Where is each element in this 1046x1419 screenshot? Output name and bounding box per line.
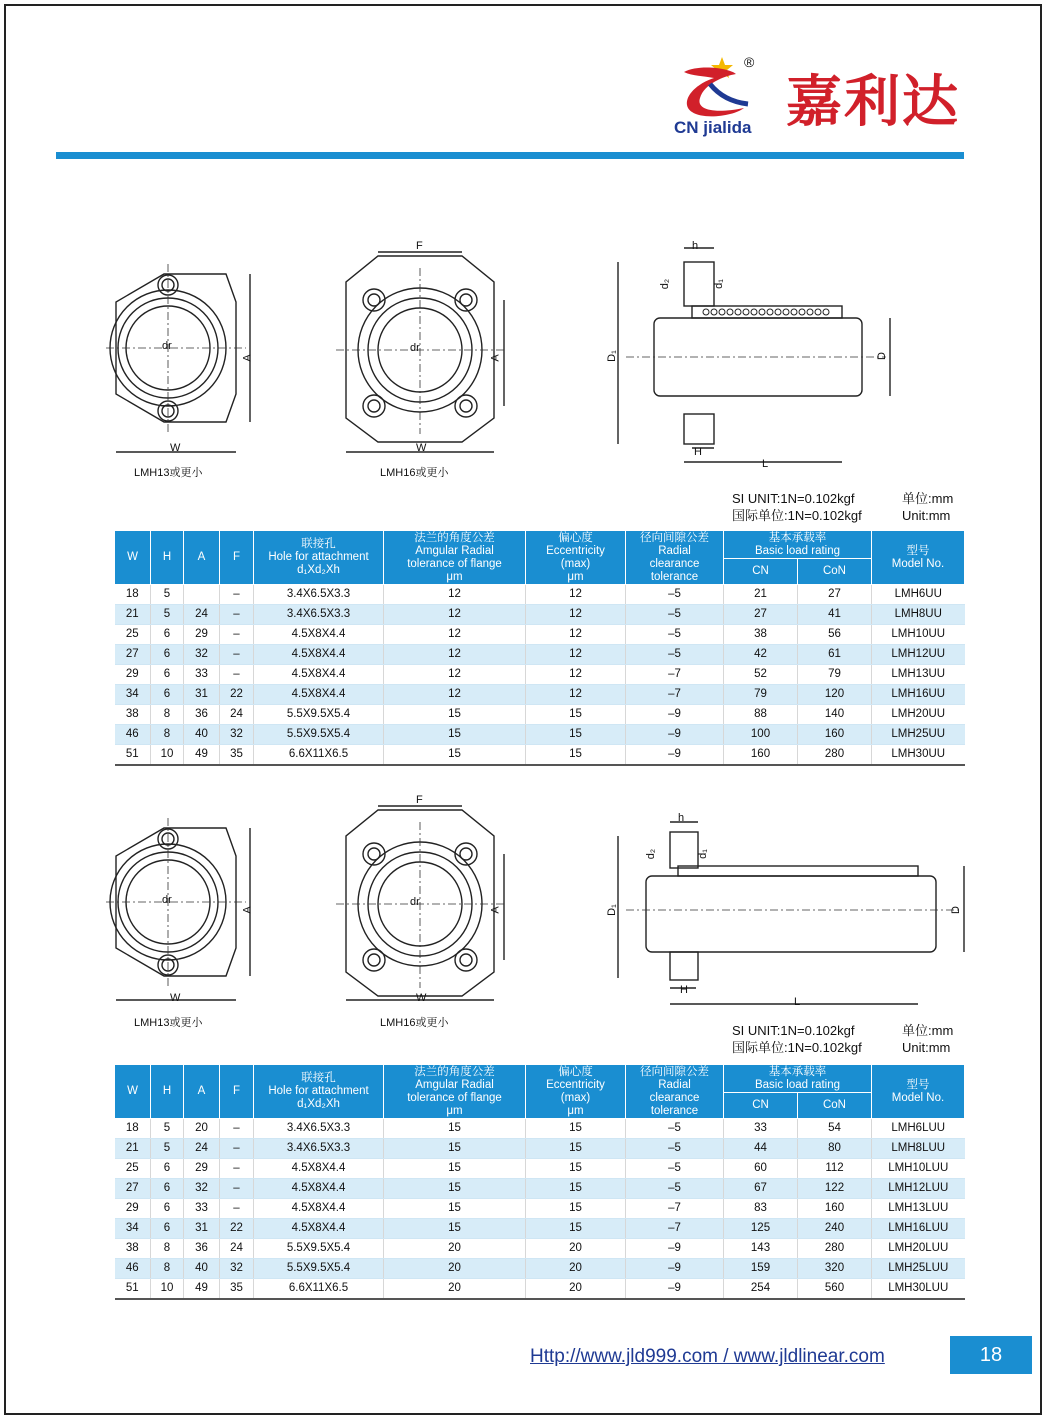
table-cell: LMH6UU bbox=[872, 585, 965, 605]
table-cell: 27 bbox=[798, 585, 872, 605]
table-cell: 5.5X9.5X5.4 bbox=[254, 1259, 384, 1279]
page-number: 18 bbox=[950, 1336, 1032, 1374]
th-H: H bbox=[151, 531, 184, 585]
table-cell: 6 bbox=[151, 1219, 184, 1239]
table-cell: 4.5X8X4.4 bbox=[254, 645, 384, 665]
table-cell: 33 bbox=[184, 665, 220, 685]
table-cell: –9 bbox=[626, 725, 724, 745]
table-cell: 15 bbox=[384, 1179, 526, 1199]
table-cell: LMH6LUU bbox=[872, 1119, 965, 1139]
table-cell: 21 bbox=[115, 605, 151, 625]
table-cell: 15 bbox=[384, 1139, 526, 1159]
table-cell: –9 bbox=[626, 1259, 724, 1279]
table-cell: LMH16UU bbox=[872, 685, 965, 705]
th-con: CoN bbox=[798, 559, 872, 585]
table-cell: 6 bbox=[151, 685, 184, 705]
table-cell: – bbox=[220, 665, 254, 685]
table-row bbox=[115, 645, 965, 665]
table-cell: – bbox=[220, 1139, 254, 1159]
table-cell: 29 bbox=[115, 665, 151, 685]
table-cell: 4.5X8X4.4 bbox=[254, 665, 384, 685]
table-cell: – bbox=[220, 645, 254, 665]
unit-si-cn-2: 单位:mm bbox=[902, 1023, 954, 1038]
table-cell: 38 bbox=[115, 705, 151, 725]
th-H-2: H bbox=[151, 1065, 184, 1119]
table-row bbox=[115, 725, 965, 745]
table-cell: – bbox=[220, 1199, 254, 1219]
table-cell: 83 bbox=[724, 1199, 798, 1219]
table-cell: – bbox=[220, 625, 254, 645]
table-cell: 5 bbox=[151, 605, 184, 625]
table-cell: 6 bbox=[151, 1179, 184, 1199]
table-cell: 240 bbox=[798, 1219, 872, 1239]
table-row bbox=[115, 1179, 965, 1199]
table-cell: 12 bbox=[526, 665, 626, 685]
table-cell: 15 bbox=[526, 745, 626, 766]
table-cell: 6 bbox=[151, 665, 184, 685]
registered-mark: ® bbox=[744, 54, 755, 70]
table-cell: 56 bbox=[798, 625, 872, 645]
table-cell: 21 bbox=[115, 1139, 151, 1159]
table-cell: LMH13LUU bbox=[872, 1199, 965, 1219]
drawing-set-luu bbox=[6, 792, 1042, 1042]
table-cell: 51 bbox=[115, 1279, 151, 1300]
unit-intl-en-2: Unit:mm bbox=[902, 1040, 951, 1055]
table-cell: 6 bbox=[151, 1159, 184, 1179]
table-cell: 3.4X6.5X3.3 bbox=[254, 605, 384, 625]
dim-L: L bbox=[762, 458, 769, 470]
dim-h-l: h bbox=[678, 812, 685, 824]
table-cell: 4.5X8X4.4 bbox=[254, 1159, 384, 1179]
table-cell: LMH30UU bbox=[872, 745, 965, 766]
table-cell: 24 bbox=[184, 1139, 220, 1159]
caption-lmh16: LMH16或更小 bbox=[380, 467, 449, 479]
table-cell: 41 bbox=[798, 605, 872, 625]
table-cell: 12 bbox=[384, 625, 526, 645]
brand-name-en: CN jialida bbox=[674, 118, 752, 137]
table-cell: 20 bbox=[526, 1259, 626, 1279]
unit-note-1 bbox=[732, 490, 953, 524]
table-cell: 44 bbox=[724, 1139, 798, 1159]
th-A: A bbox=[184, 531, 220, 585]
table-cell: 32 bbox=[220, 725, 254, 745]
dim-dr: dr bbox=[162, 340, 172, 352]
catalog-page bbox=[4, 4, 1042, 1415]
table-cell: LMH16LUU bbox=[872, 1219, 965, 1239]
th-con-2: CoN bbox=[798, 1093, 872, 1119]
dim-D1-l: D₁ bbox=[605, 904, 618, 916]
table-cell: 34 bbox=[115, 1219, 151, 1239]
table-cell: 22 bbox=[220, 1219, 254, 1239]
table-cell: 15 bbox=[526, 1219, 626, 1239]
dim-A-4hole: A bbox=[489, 354, 502, 362]
dim-d1-l: d₁ bbox=[696, 849, 709, 859]
table-row bbox=[115, 1219, 965, 1239]
table-cell: 6.6X11X6.5 bbox=[254, 745, 384, 766]
table-cell: 33 bbox=[724, 1119, 798, 1139]
table-cell: 54 bbox=[798, 1119, 872, 1139]
dim-d1: d₁ bbox=[712, 279, 725, 289]
table-row bbox=[115, 705, 965, 725]
table-cell: 36 bbox=[184, 705, 220, 725]
table-cell: 33 bbox=[184, 1199, 220, 1219]
table-row bbox=[115, 1139, 965, 1159]
table-cell: 280 bbox=[798, 1239, 872, 1259]
th-F: F bbox=[220, 531, 254, 585]
table-cell: LMH8LUU bbox=[872, 1139, 965, 1159]
table-cell: – bbox=[220, 1119, 254, 1139]
table-cell: 60 bbox=[724, 1159, 798, 1179]
table-cell: 36 bbox=[184, 1239, 220, 1259]
table-cell: 12 bbox=[526, 585, 626, 605]
dim-D-l: D bbox=[949, 906, 962, 914]
table-cell: 100 bbox=[724, 725, 798, 745]
th-F-2: F bbox=[220, 1065, 254, 1119]
th-W: W bbox=[115, 531, 151, 585]
table-cell: 25 bbox=[115, 625, 151, 645]
table-cell: 24 bbox=[220, 1239, 254, 1259]
table-cell: 88 bbox=[724, 705, 798, 725]
table-cell: 61 bbox=[798, 645, 872, 665]
dim-F-l: F bbox=[416, 794, 423, 806]
table-cell: 21 bbox=[724, 585, 798, 605]
th-eccentricity-2: 偏心度 Eccentricity (max) μm bbox=[526, 1065, 626, 1119]
table-cell: 15 bbox=[526, 725, 626, 745]
dim-L-l: L bbox=[794, 996, 801, 1008]
th-flange-2: 法兰的角度公差 Amgular Radial tolerance of flange μm bbox=[384, 1065, 526, 1119]
logo-mark-icon bbox=[674, 54, 784, 124]
table-cell: 15 bbox=[384, 725, 526, 745]
table-cell: 15 bbox=[384, 705, 526, 725]
dim-F: F bbox=[416, 240, 423, 252]
table-cell: 32 bbox=[220, 1259, 254, 1279]
table-cell: 12 bbox=[526, 645, 626, 665]
table-cell: 24 bbox=[184, 605, 220, 625]
table-row bbox=[115, 625, 965, 645]
table-row bbox=[115, 685, 965, 705]
th-W-2: W bbox=[115, 1065, 151, 1119]
table-cell: 254 bbox=[724, 1279, 798, 1300]
table-cell: 15 bbox=[526, 705, 626, 725]
table-cell: 8 bbox=[151, 1239, 184, 1259]
table-cell: 12 bbox=[526, 685, 626, 705]
table-cell: LMH25LUU bbox=[872, 1259, 965, 1279]
table-cell: 27 bbox=[724, 605, 798, 625]
table-cell: 29 bbox=[115, 1199, 151, 1219]
table-cell: 5.5X9.5X5.4 bbox=[254, 725, 384, 745]
table-cell: 15 bbox=[526, 1159, 626, 1179]
table-cell: 18 bbox=[115, 1119, 151, 1139]
table-cell: LMH12LUU bbox=[872, 1179, 965, 1199]
table-cell: 20 bbox=[526, 1239, 626, 1259]
table-cell: – bbox=[220, 585, 254, 605]
table-cell: 31 bbox=[184, 685, 220, 705]
table-cell: –5 bbox=[626, 645, 724, 665]
table-cell: 49 bbox=[184, 745, 220, 766]
brand-name-cn: 嘉利达 bbox=[786, 69, 960, 135]
table-cell: 51 bbox=[115, 745, 151, 766]
table-cell: 80 bbox=[798, 1139, 872, 1159]
table-cell: LMH8UU bbox=[872, 605, 965, 625]
table-cell: 15 bbox=[526, 1119, 626, 1139]
table-cell: 31 bbox=[184, 1219, 220, 1239]
table-cell: 560 bbox=[798, 1279, 872, 1300]
dim-W-l: W bbox=[170, 992, 181, 1004]
th-load-2: 基本承载率 Basic load rating bbox=[724, 1065, 872, 1093]
table-cell: 24 bbox=[220, 705, 254, 725]
table-cell: 15 bbox=[384, 1159, 526, 1179]
dim-A-4hole-l: A bbox=[489, 906, 502, 914]
dim-h: h bbox=[692, 240, 699, 252]
unit-note-2 bbox=[732, 1022, 953, 1056]
unit-si-cn: 单位:mm bbox=[902, 491, 954, 506]
table-cell: LMH25UU bbox=[872, 725, 965, 745]
table-cell: –7 bbox=[626, 665, 724, 685]
dim-D: D bbox=[875, 352, 888, 360]
table-row bbox=[115, 585, 965, 605]
dim-d2: d₂ bbox=[659, 278, 672, 290]
table-cell: 18 bbox=[115, 585, 151, 605]
table-cell: –5 bbox=[626, 585, 724, 605]
table-cell: 52 bbox=[724, 665, 798, 685]
header-rule bbox=[56, 152, 964, 159]
table-cell: 12 bbox=[384, 665, 526, 685]
dim-W-4hole-l: W bbox=[416, 992, 427, 1004]
table-cell bbox=[184, 585, 220, 605]
th-model-2: 型号 Model No. bbox=[872, 1065, 965, 1119]
table-cell: –7 bbox=[626, 1199, 724, 1219]
table-cell: 32 bbox=[184, 645, 220, 665]
table-cell: –5 bbox=[626, 1179, 724, 1199]
table-cell: 125 bbox=[724, 1219, 798, 1239]
table-cell: 4.5X8X4.4 bbox=[254, 685, 384, 705]
th-hole-2: 联接孔 Hole for attachment d₁Xd₂Xh bbox=[254, 1065, 384, 1119]
table-cell: 40 bbox=[184, 725, 220, 745]
table-row bbox=[115, 605, 965, 625]
table-cell: 12 bbox=[384, 585, 526, 605]
table-cell: 49 bbox=[184, 1279, 220, 1300]
table-cell: 27 bbox=[115, 1179, 151, 1199]
dim-d2-l: d₂ bbox=[645, 848, 658, 860]
table-cell: –9 bbox=[626, 1239, 724, 1259]
table-cell: 27 bbox=[115, 645, 151, 665]
table-row bbox=[115, 1279, 965, 1300]
flange-section-bottom bbox=[684, 414, 714, 444]
dim-dr-l: dr bbox=[162, 894, 172, 906]
table-cell: 5.5X9.5X5.4 bbox=[254, 1239, 384, 1259]
table-row bbox=[115, 1199, 965, 1219]
table-cell: 79 bbox=[798, 665, 872, 685]
table-cell: 12 bbox=[526, 625, 626, 645]
table-cell: –5 bbox=[626, 1139, 724, 1159]
table-cell: –7 bbox=[626, 1219, 724, 1239]
table-row bbox=[115, 745, 965, 766]
table-cell: 8 bbox=[151, 725, 184, 745]
table-row bbox=[115, 1159, 965, 1179]
dim-dr-4hole-l: dr bbox=[410, 896, 420, 908]
table-cell: 12 bbox=[384, 685, 526, 705]
unit-intl-en: Unit:mm bbox=[902, 508, 951, 523]
table-cell: 46 bbox=[115, 1259, 151, 1279]
table-cell: 10 bbox=[151, 1279, 184, 1300]
table-cell: LMH10LUU bbox=[872, 1159, 965, 1179]
technical-drawing-uu bbox=[6, 238, 1042, 488]
table-cell: 143 bbox=[724, 1239, 798, 1259]
table-cell: 22 bbox=[220, 685, 254, 705]
table-cell: 160 bbox=[798, 725, 872, 745]
table-cell: –9 bbox=[626, 745, 724, 766]
dim-dr-4hole: dr bbox=[410, 342, 420, 354]
table-cell: 160 bbox=[798, 1199, 872, 1219]
table-cell: 6 bbox=[151, 1199, 184, 1219]
dim-H: H bbox=[694, 446, 702, 458]
spec-table-luu bbox=[114, 1064, 965, 1300]
flange-section-top bbox=[684, 262, 714, 306]
table-cell: 8 bbox=[151, 705, 184, 725]
table-cell: 15 bbox=[384, 1119, 526, 1139]
table-cell: LMH12UU bbox=[872, 645, 965, 665]
table-cell: 112 bbox=[798, 1159, 872, 1179]
table-cell: 3.4X6.5X3.3 bbox=[254, 1119, 384, 1139]
caption-lmh13-l: LMH13或更小 bbox=[134, 1017, 203, 1029]
table-cell: 320 bbox=[798, 1259, 872, 1279]
table-cell: –7 bbox=[626, 685, 724, 705]
table-cell: 5 bbox=[151, 1119, 184, 1139]
table-cell: 29 bbox=[184, 625, 220, 645]
table-cell: LMH20UU bbox=[872, 705, 965, 725]
table-cell: 40 bbox=[184, 1259, 220, 1279]
brand-logo bbox=[674, 54, 974, 144]
th-radial: 径向间隙公差 Radial clearance tolerance bbox=[626, 531, 724, 585]
table-cell: 15 bbox=[526, 1139, 626, 1159]
unit-intl-2: 国际单位:1N=0.102kgf bbox=[732, 1040, 862, 1055]
table-cell: 280 bbox=[798, 745, 872, 766]
table-cell: 38 bbox=[724, 625, 798, 645]
drawing-set-uu bbox=[6, 238, 1042, 488]
dim-A: A bbox=[241, 354, 254, 362]
caption-lmh13: LMH13或更小 bbox=[134, 467, 203, 479]
table-row bbox=[115, 1259, 965, 1279]
table-cell: 38 bbox=[115, 1239, 151, 1259]
th-hole: 联接孔 Hole for attachment d₁Xd₂Xh bbox=[254, 531, 384, 585]
table-cell: 15 bbox=[384, 1199, 526, 1219]
table-cell: 20 bbox=[184, 1119, 220, 1139]
table-cell: 10 bbox=[151, 745, 184, 766]
table-cell: 25 bbox=[115, 1159, 151, 1179]
unit-si: SI UNIT:1N=0.102kgf bbox=[732, 491, 855, 506]
table-cell: LMH13UU bbox=[872, 665, 965, 685]
table-cell: –5 bbox=[626, 605, 724, 625]
th-radial-2: 径向间隙公差 Radial clearance tolerance bbox=[626, 1065, 724, 1119]
table-cell: –9 bbox=[626, 705, 724, 725]
table-cell: 35 bbox=[220, 745, 254, 766]
table-cell: 12 bbox=[384, 605, 526, 625]
table-cell: 8 bbox=[151, 1259, 184, 1279]
table-cell: 159 bbox=[724, 1259, 798, 1279]
dim-H-l: H bbox=[680, 984, 688, 996]
table-cell: 20 bbox=[384, 1239, 526, 1259]
th-cn-2: CN bbox=[724, 1093, 798, 1119]
table-cell: 15 bbox=[526, 1179, 626, 1199]
spec-table-uu bbox=[114, 530, 965, 766]
table-cell: – bbox=[220, 1179, 254, 1199]
table-cell: 4.5X8X4.4 bbox=[254, 1179, 384, 1199]
table-cell: – bbox=[220, 1159, 254, 1179]
table-cell: 122 bbox=[798, 1179, 872, 1199]
table-cell: 79 bbox=[724, 685, 798, 705]
table-row bbox=[115, 1119, 965, 1139]
table-cell: – bbox=[220, 605, 254, 625]
caption-lmh16-l: LMH16或更小 bbox=[380, 1017, 449, 1029]
table-cell: 4.5X8X4.4 bbox=[254, 625, 384, 645]
table-cell: 20 bbox=[384, 1259, 526, 1279]
table-cell: 3.4X6.5X3.3 bbox=[254, 585, 384, 605]
dim-D1: D₁ bbox=[605, 350, 618, 362]
technical-drawing-luu bbox=[6, 792, 1042, 1042]
th-model: 型号 Model No. bbox=[872, 531, 965, 585]
table-cell: 4.5X8X4.4 bbox=[254, 1219, 384, 1239]
unit-intl: 国际单位:1N=0.102kgf bbox=[732, 508, 862, 523]
dim-W-4hole: W bbox=[416, 442, 427, 454]
table-cell: LMH20LUU bbox=[872, 1239, 965, 1259]
table-cell: 120 bbox=[798, 685, 872, 705]
table-cell: 15 bbox=[384, 745, 526, 766]
footer-website-link[interactable]: Http://www.jld999.com / www.jldlinear.com bbox=[530, 1346, 885, 1367]
table-cell: –5 bbox=[626, 1119, 724, 1139]
table-cell: 5 bbox=[151, 1139, 184, 1159]
table-cell: 35 bbox=[220, 1279, 254, 1300]
table-cell: 20 bbox=[526, 1279, 626, 1300]
table-cell: 6 bbox=[151, 625, 184, 645]
th-A-2: A bbox=[184, 1065, 220, 1119]
dim-A-l: A bbox=[241, 906, 254, 914]
th-eccentricity: 偏心度 Eccentricity (max) μm bbox=[526, 531, 626, 585]
table-cell: 15 bbox=[384, 1219, 526, 1239]
th-cn: CN bbox=[724, 559, 798, 585]
th-flange: 法兰的角度公差 Amgular Radial tolerance of flange μm bbox=[384, 531, 526, 585]
table-cell: 5.5X9.5X5.4 bbox=[254, 705, 384, 725]
table-row bbox=[115, 1239, 965, 1259]
table-cell: –5 bbox=[626, 625, 724, 645]
table-cell: 20 bbox=[384, 1279, 526, 1300]
table-cell: 6 bbox=[151, 645, 184, 665]
table-cell: LMH10UU bbox=[872, 625, 965, 645]
table-cell: 29 bbox=[184, 1159, 220, 1179]
table-cell: –9 bbox=[626, 1279, 724, 1300]
table-cell: 15 bbox=[526, 1199, 626, 1219]
table-cell: 34 bbox=[115, 685, 151, 705]
table-cell: LMH30LUU bbox=[872, 1279, 965, 1300]
table-cell: 32 bbox=[184, 1179, 220, 1199]
table-cell: 3.4X6.5X3.3 bbox=[254, 1139, 384, 1159]
table-cell: 5 bbox=[151, 585, 184, 605]
table-cell: 12 bbox=[384, 645, 526, 665]
table-cell: –5 bbox=[626, 1159, 724, 1179]
table-cell: 46 bbox=[115, 725, 151, 745]
table-cell: 67 bbox=[724, 1179, 798, 1199]
table-cell: 6.6X11X6.5 bbox=[254, 1279, 384, 1300]
dim-W: W bbox=[170, 442, 181, 454]
table-cell: 160 bbox=[724, 745, 798, 766]
unit-si-2: SI UNIT:1N=0.102kgf bbox=[732, 1023, 855, 1038]
table-cell: 4.5X8X4.4 bbox=[254, 1199, 384, 1219]
th-load: 基本承载率 Basic load rating bbox=[724, 531, 872, 559]
table-cell: 140 bbox=[798, 705, 872, 725]
table-cell: 42 bbox=[724, 645, 798, 665]
table-cell: 12 bbox=[526, 605, 626, 625]
table-row bbox=[115, 665, 965, 685]
